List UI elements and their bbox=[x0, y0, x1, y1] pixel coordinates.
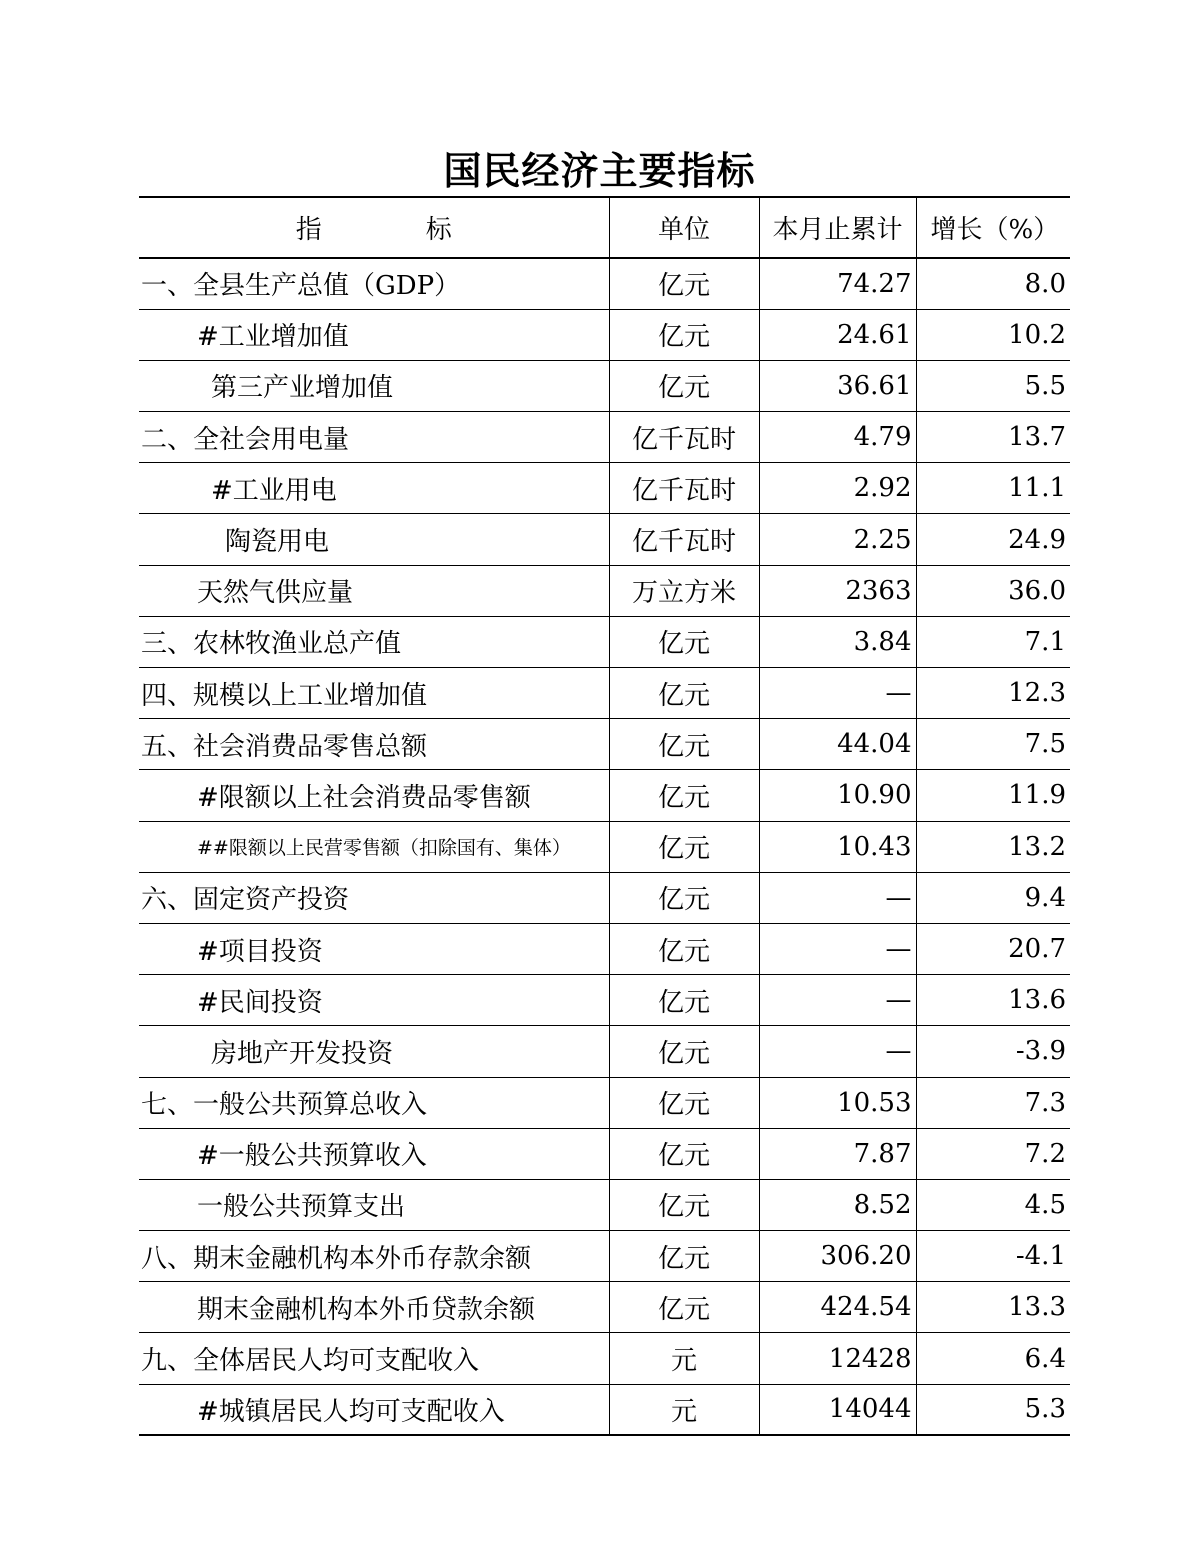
table-row bbox=[139, 1231, 1070, 1282]
row-growth: 13.7 bbox=[916, 412, 1070, 463]
table-row bbox=[139, 1026, 1070, 1077]
row-name: #工业增加值 bbox=[139, 309, 609, 360]
table-row bbox=[139, 1077, 1070, 1128]
table-row bbox=[139, 412, 1070, 463]
row-name: #工业用电 bbox=[139, 463, 609, 514]
table-row bbox=[139, 1179, 1070, 1230]
row-name: #民间投资 bbox=[139, 975, 609, 1026]
row-growth: 13.3 bbox=[916, 1282, 1070, 1333]
table-row bbox=[139, 258, 1070, 309]
row-growth: 4.5 bbox=[916, 1179, 1070, 1230]
row-value: — bbox=[759, 1026, 916, 1077]
row-value: — bbox=[759, 923, 916, 974]
row-name: #限额以上社会消费品零售额 bbox=[139, 770, 609, 821]
row-unit: 亿千瓦时 bbox=[609, 514, 759, 565]
row-unit: 亿元 bbox=[609, 258, 759, 309]
row-name: 天然气供应量 bbox=[139, 565, 609, 616]
row-unit: 亿元 bbox=[609, 975, 759, 1026]
row-value: 44.04 bbox=[759, 719, 916, 770]
row-unit: 亿元 bbox=[609, 360, 759, 411]
row-name: #一般公共预算收入 bbox=[139, 1128, 609, 1179]
row-unit: 亿元 bbox=[609, 1128, 759, 1179]
row-growth: 5.5 bbox=[916, 360, 1070, 411]
row-growth: 20.7 bbox=[916, 923, 1070, 974]
header-value: 本月止累计 bbox=[759, 197, 916, 258]
row-value: — bbox=[759, 872, 916, 923]
row-value: — bbox=[759, 975, 916, 1026]
row-growth: 5.3 bbox=[916, 1384, 1070, 1435]
row-growth: 8.0 bbox=[916, 258, 1070, 309]
table-row bbox=[139, 770, 1070, 821]
row-value: 36.61 bbox=[759, 360, 916, 411]
table-row bbox=[139, 1333, 1070, 1384]
row-unit: 亿元 bbox=[609, 1282, 759, 1333]
row-value: 7.87 bbox=[759, 1128, 916, 1179]
table-row bbox=[139, 1128, 1070, 1179]
row-value: 2363 bbox=[759, 565, 916, 616]
row-name: 第三产业增加值 bbox=[139, 360, 609, 411]
row-unit: 亿元 bbox=[609, 1026, 759, 1077]
row-growth: 7.1 bbox=[916, 616, 1070, 667]
row-unit: 元 bbox=[609, 1384, 759, 1435]
row-name: ##限额以上民营零售额（扣除国有、集体） bbox=[139, 821, 609, 872]
table-row bbox=[139, 923, 1070, 974]
row-name: 五、社会消费品零售总额 bbox=[139, 719, 609, 770]
row-unit: 亿元 bbox=[609, 1179, 759, 1230]
row-value: 424.54 bbox=[759, 1282, 916, 1333]
header-growth: 增长（%） bbox=[916, 197, 1070, 258]
row-unit: 亿元 bbox=[609, 719, 759, 770]
row-value: 24.61 bbox=[759, 309, 916, 360]
row-value: 4.79 bbox=[759, 412, 916, 463]
row-value: 10.43 bbox=[759, 821, 916, 872]
row-growth: 24.9 bbox=[916, 514, 1070, 565]
row-value: 8.52 bbox=[759, 1179, 916, 1230]
row-unit: 亿元 bbox=[609, 309, 759, 360]
row-value: 10.53 bbox=[759, 1077, 916, 1128]
table-row bbox=[139, 565, 1070, 616]
row-name: 六、固定资产投资 bbox=[139, 872, 609, 923]
row-growth: 7.5 bbox=[916, 719, 1070, 770]
page-title: 国民经济主要指标 bbox=[443, 149, 756, 193]
row-unit: 亿元 bbox=[609, 821, 759, 872]
row-unit: 万立方米 bbox=[609, 565, 759, 616]
row-unit: 亿元 bbox=[609, 616, 759, 667]
table-row bbox=[139, 975, 1070, 1026]
row-name: 二、全社会用电量 bbox=[139, 412, 609, 463]
row-growth: 13.6 bbox=[916, 975, 1070, 1026]
row-growth: 11.9 bbox=[916, 770, 1070, 821]
row-unit: 亿元 bbox=[609, 770, 759, 821]
table-row bbox=[139, 463, 1070, 514]
row-growth: -3.9 bbox=[916, 1026, 1070, 1077]
table-row bbox=[139, 821, 1070, 872]
table-row bbox=[139, 360, 1070, 411]
row-growth: 6.4 bbox=[916, 1333, 1070, 1384]
row-value: 12428 bbox=[759, 1333, 916, 1384]
row-name: 三、农林牧渔业总产值 bbox=[139, 616, 609, 667]
row-name: 九、全体居民人均可支配收入 bbox=[139, 1333, 609, 1384]
row-unit: 亿元 bbox=[609, 923, 759, 974]
row-name: 七、一般公共预算总收入 bbox=[139, 1077, 609, 1128]
row-growth: 13.2 bbox=[916, 821, 1070, 872]
header-indicator: 指 标 bbox=[139, 197, 609, 258]
row-growth: 7.3 bbox=[916, 1077, 1070, 1128]
row-unit: 亿元 bbox=[609, 872, 759, 923]
row-name: 八、期末金融机构本外币存款余额 bbox=[139, 1231, 609, 1282]
row-value: 14044 bbox=[759, 1384, 916, 1435]
row-name: 四、规模以上工业增加值 bbox=[139, 668, 609, 719]
row-name: 陶瓷用电 bbox=[139, 514, 609, 565]
table-row bbox=[139, 668, 1070, 719]
row-name: #项目投资 bbox=[139, 923, 609, 974]
indicator-table bbox=[139, 196, 1070, 1436]
table-row bbox=[139, 1282, 1070, 1333]
row-value: 2.92 bbox=[759, 463, 916, 514]
table-header-row bbox=[139, 197, 1070, 258]
row-growth: 7.2 bbox=[916, 1128, 1070, 1179]
row-value: 10.90 bbox=[759, 770, 916, 821]
row-unit: 元 bbox=[609, 1333, 759, 1384]
row-name: 一般公共预算支出 bbox=[139, 1179, 609, 1230]
row-name: 期末金融机构本外币贷款余额 bbox=[139, 1282, 609, 1333]
row-growth: 11.1 bbox=[916, 463, 1070, 514]
table-row bbox=[139, 616, 1070, 667]
row-value: 74.27 bbox=[759, 258, 916, 309]
row-unit: 亿元 bbox=[609, 1231, 759, 1282]
table-row bbox=[139, 872, 1070, 923]
row-growth: 12.3 bbox=[916, 668, 1070, 719]
table-row bbox=[139, 514, 1070, 565]
header-unit: 单位 bbox=[609, 197, 759, 258]
row-value: 306.20 bbox=[759, 1231, 916, 1282]
row-name: #城镇居民人均可支配收入 bbox=[139, 1384, 609, 1435]
table-row bbox=[139, 1384, 1070, 1435]
row-growth: 10.2 bbox=[916, 309, 1070, 360]
row-unit: 亿千瓦时 bbox=[609, 412, 759, 463]
row-unit: 亿元 bbox=[609, 668, 759, 719]
table-row bbox=[139, 309, 1070, 360]
row-value: — bbox=[759, 668, 916, 719]
row-name: 一、全县生产总值（GDP） bbox=[139, 258, 609, 309]
row-value: 2.25 bbox=[759, 514, 916, 565]
row-name: 房地产开发投资 bbox=[139, 1026, 609, 1077]
row-growth: 36.0 bbox=[916, 565, 1070, 616]
row-unit: 亿元 bbox=[609, 1077, 759, 1128]
row-value: 3.84 bbox=[759, 616, 916, 667]
row-growth: 9.4 bbox=[916, 872, 1070, 923]
row-unit: 亿千瓦时 bbox=[609, 463, 759, 514]
row-growth: -4.1 bbox=[916, 1231, 1070, 1282]
table-row bbox=[139, 719, 1070, 770]
